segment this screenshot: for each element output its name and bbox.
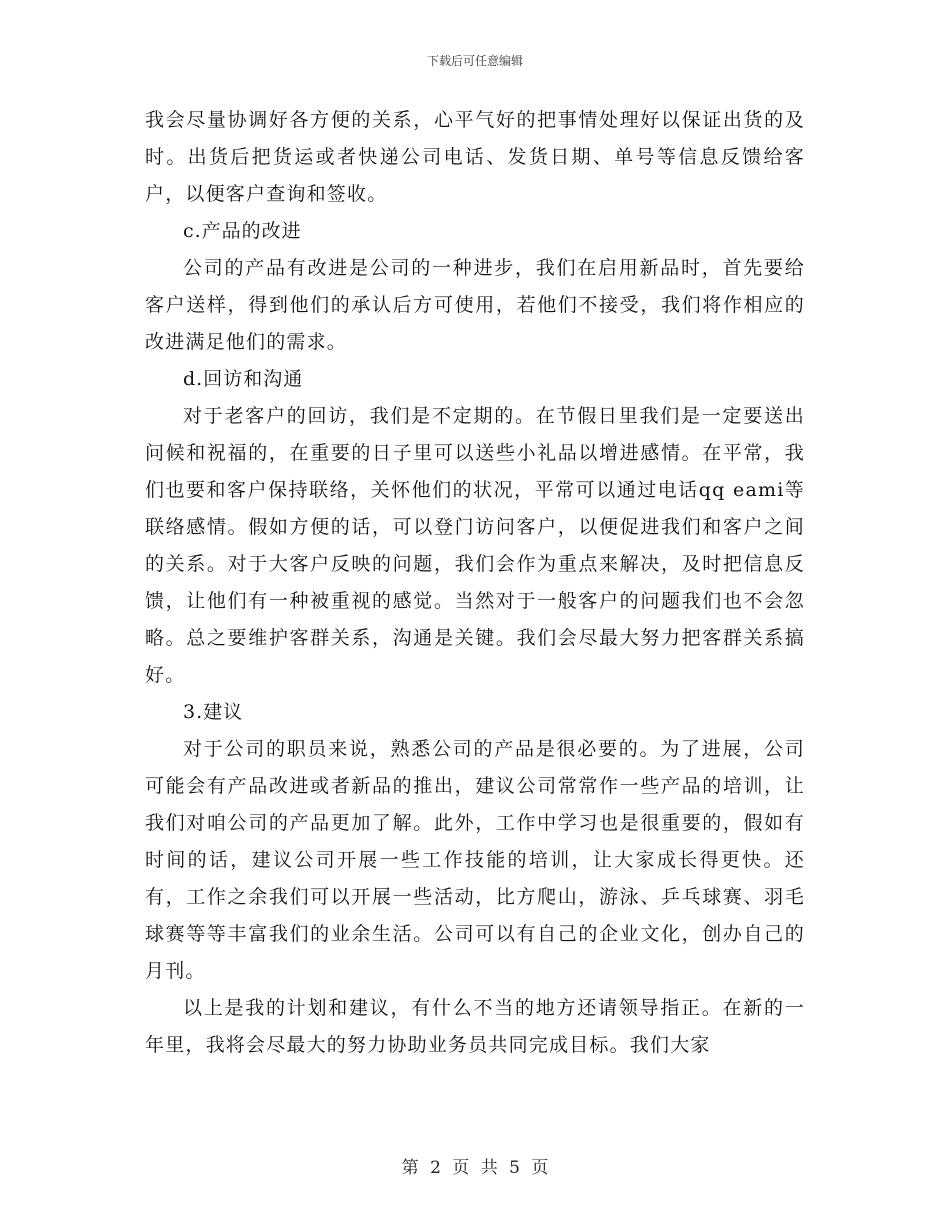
page-header: 下载后可任意编辑	[426, 54, 523, 68]
section-heading-follow-up: d.回访和沟通	[183, 368, 304, 390]
page-number-footer: 第 2 页 共 5 页	[401, 1158, 549, 1178]
paragraph-suggestions: 对于公司的职员来说，熟悉公司的产品是很必要的。为了进展，公司可能会有产品改进或者新品的推出，建议公司常常作一些产品的培训，让我们对咱公司的产品更加了解。此外，工作中学习也是很重要的，假如有时间的话，建议公司开展一些工作技能的培训，让大家成长得更快。还有，工作之余我们可以开展一些活动，比方爬山，游泳、乒乓球赛、羽毛球赛等等丰富我们的业余生活。公司可以有自己的企业文化，创办自己的月刊。	[145, 738, 805, 982]
paragraph-follow-up: 对于老客户的回访，我们是不定期的。在节假日里我们是一定要送出问候和祝福的，在重要的日子里可以送些小礼品以增进感情。在平常，我们也要和客户保持联络，关怀他们的状况，平常可以通过电话qq eami等联络感情。假如方便的话，可以登门访问客户，以便促进我们和客户之间的关系。对于大客户反映的问题，我们会作为重点来解决，及时把信息反馈，让他们有一种被重视的感觉。当然对于一般客户的问题我们也不会忽略。总之要维护客群关系，沟通是关键。我们会尽最大努力把客群关系搞好。	[145, 405, 805, 686]
paragraph-product-improvement: 公司的产品有改进是公司的一种进步，我们在启用新品时，首先要给客户送样，得到他们的承认后方可使用，若他们不接受，我们将作相应的改进满足他们的需求。	[145, 257, 805, 353]
paragraph-closing: 以上是我的计划和建议，有什么不当的地方还请领导指正。在新的一年里，我将会尽最大的努力协助业务员共同完成目标。我们大家	[145, 997, 805, 1056]
paragraph-continuation: 我会尽量协调好各方便的关系，心平气好的把事情处理好以保证出货的及时。出货后把货运或者快递公司电话、发货日期、单号等信息反馈给客户，以便客户查询和签收。	[145, 109, 805, 205]
section-heading-product-improvement: c.产品的改进	[183, 220, 302, 242]
section-heading-suggestions: 3.建议	[183, 701, 244, 723]
document-body	[145, 102, 805, 1064]
